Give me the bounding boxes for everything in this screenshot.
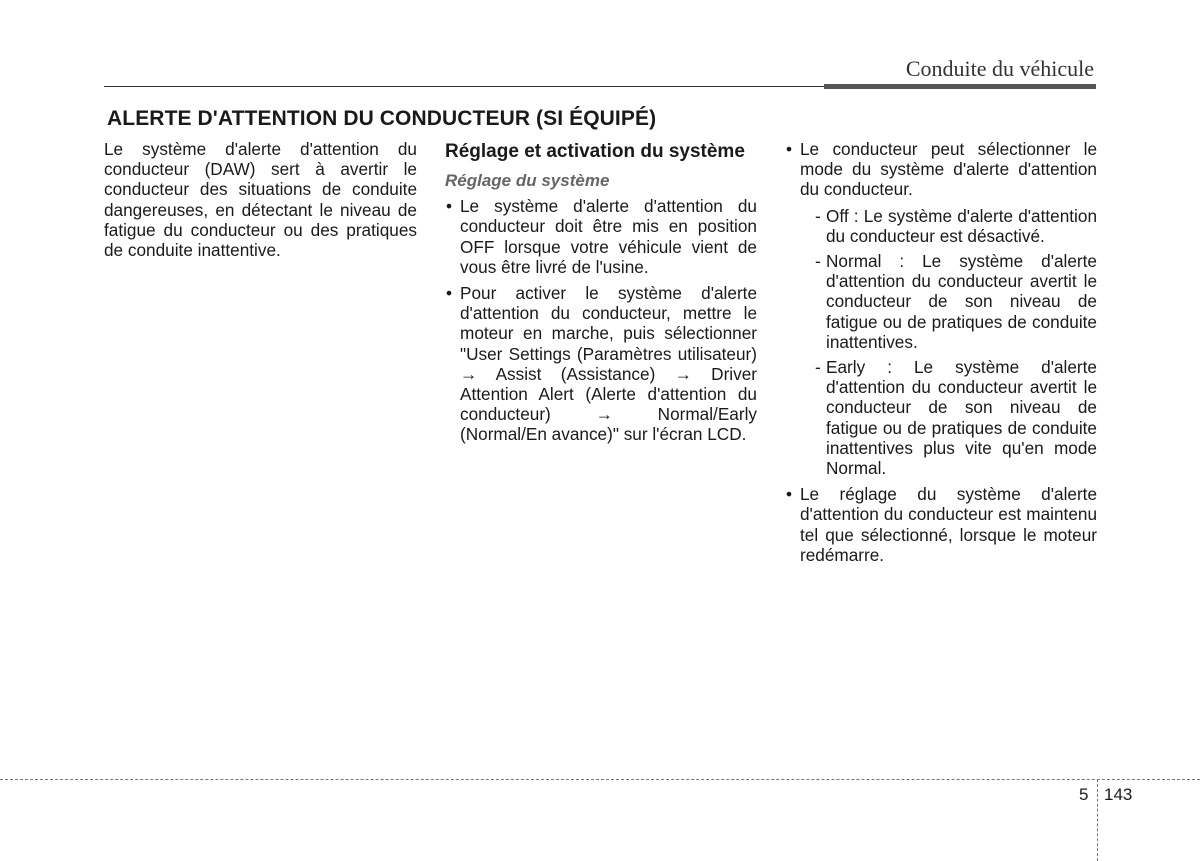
header-rule-thin <box>104 86 824 87</box>
list-item: • Le système d'alerte d'attention du conducteur doit être mis en position OFF lorsque votre véhicule vient de vous être livré de l'usine. <box>445 196 757 277</box>
mode-option-normal: - Normal : Le système d'alerte d'attention du conducteur avertit le conducteur de son niveau de fatigue ou de pratiques de conduite inattentives. <box>800 251 1097 352</box>
mode-bullet-list <box>785 139 1097 565</box>
chapter-number: 5 <box>1079 785 1089 804</box>
mode-options-list <box>800 206 1097 479</box>
list-item: • Le réglage du système d'alerte d'attention du conducteur est maintenu tel que sélectionné, lorsque le moteur redémarre. <box>785 484 1097 565</box>
column-1 <box>104 139 417 260</box>
column-3 <box>785 139 1097 571</box>
section-heading: Réglage et activation du système <box>445 141 745 162</box>
page-number: 143 <box>1104 785 1133 804</box>
main-heading: ALERTE D'ATTENTION DU CONDUCTEUR (SI ÉQUIPÉ) <box>107 107 657 130</box>
mode-option-off: - Off : Le système d'alerte d'attention du conducteur est désactivé. <box>800 206 1097 246</box>
mode-intro-text: Le conducteur peut sélectionner le mode du système d'alerte d'attention du conducteur. <box>800 139 1097 200</box>
list-item <box>785 139 1097 478</box>
header-rule-thick <box>824 84 1096 89</box>
footer-divider <box>0 779 1200 780</box>
settings-bullet-list <box>445 196 757 444</box>
section-title: Conduite du véhicule <box>905 56 1094 81</box>
intro-paragraph: Le système d'alerte d'attention du conducteur (DAW) sert à avertir le conducteur des situations de conduite dangereuses, en détectant le niveau de fatigue du conducteur ou des pratiques de conduite inattentive. <box>104 139 417 261</box>
subsection-heading: Réglage du système <box>445 171 610 190</box>
mode-option-early: - Early : Le système d'alerte d'attention du conducteur avertit le conducteur de son niveau de fatigue ou de pratiques de conduite inattentives plus vite qu'en mode Normal. <box>800 357 1097 478</box>
list-item: • Pour activer le système d'alerte d'attention du conducteur, mettre le moteur en marche, puis sélectionner "User Settings (Paramètres utilisateur) → Assist (Assistance) → Driver Attention Alert (Alerte d'attention du conducteur) → Normal/Early (Normal/En avance)" sur l'écran LCD. <box>445 283 757 445</box>
footer-vertical-divider <box>1097 779 1098 861</box>
column-2 <box>445 139 757 451</box>
